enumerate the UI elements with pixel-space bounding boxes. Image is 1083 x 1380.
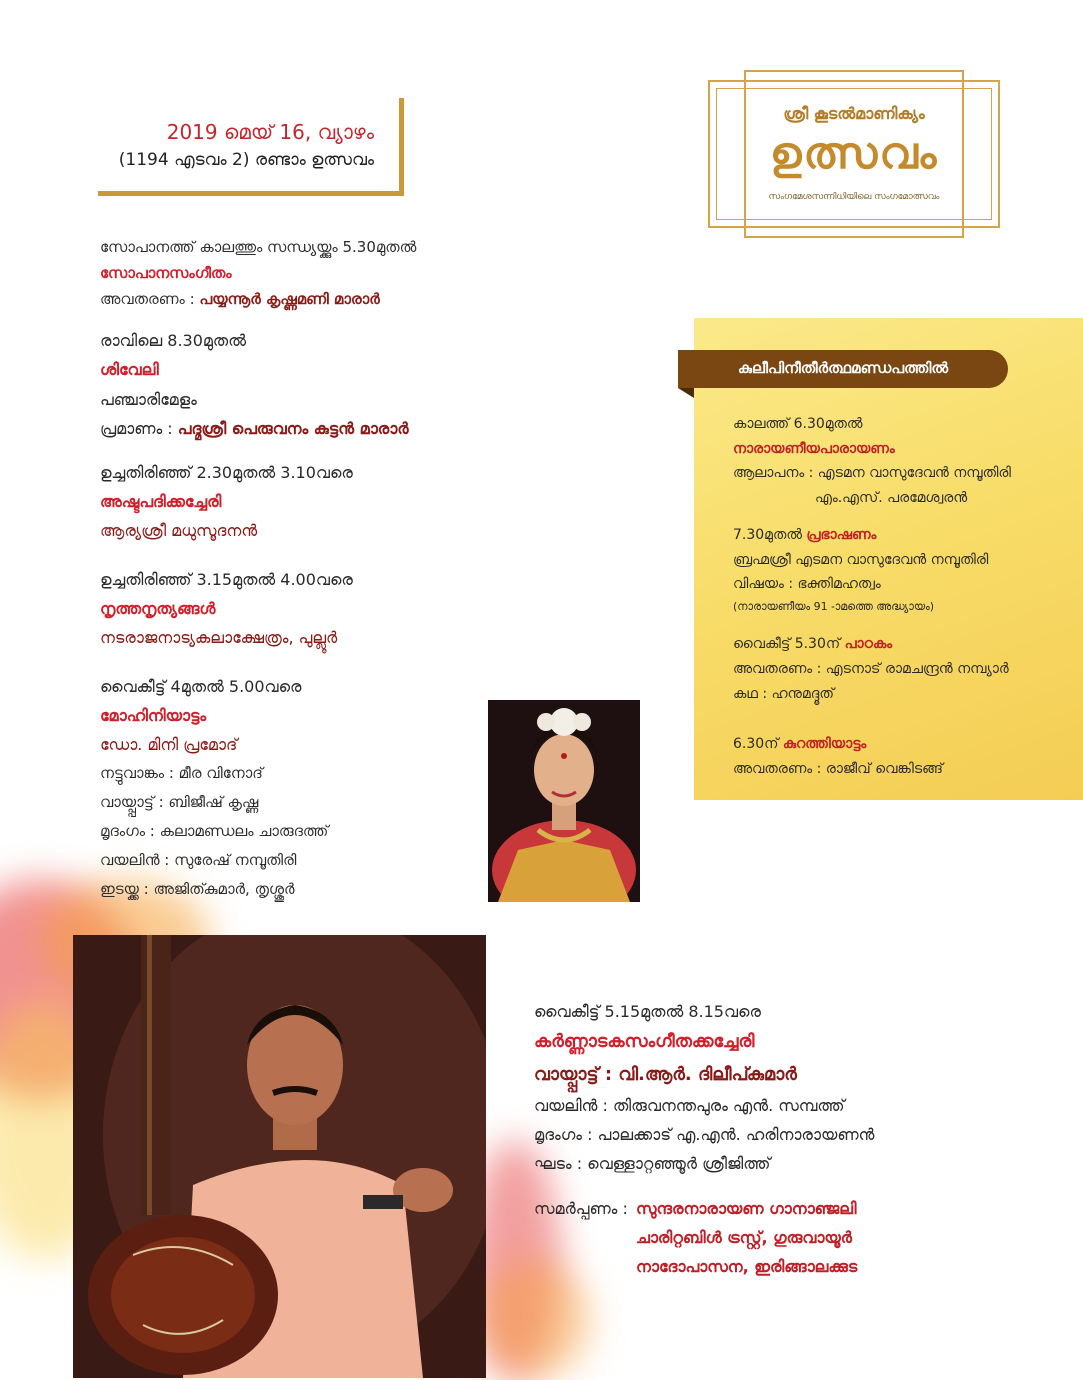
event-subdate: (1194 എടവം 2) രണ്ടാം ഉത്സവം — [118, 150, 374, 170]
mohini-accompanist: വയലിൻ : സുരേഷ് നമ്പൂതിരി — [100, 851, 297, 869]
siveli-lead-name: പദ്മശ്രീ പെരുവനം കുട്ടൻ മാരാർ — [177, 419, 409, 438]
event-date: 2019 മെയ് 16, വ്യാഴം — [166, 120, 374, 144]
mohini-accompanist: മൃദംഗം : കലാമണ്ഡലം ചാരുദത്ത് — [100, 822, 329, 840]
patakam-heading — [733, 636, 892, 652]
logo-title: ഉത്സവം — [769, 128, 939, 179]
mohini-accompanist: നട്ടുവാങ്കം : മീര വിനോദ് — [100, 764, 263, 782]
dedication-line: ചാരിറ്റബിൾ ട്രസ്റ്റ്, ഗുരുവായൂർ — [636, 1228, 852, 1247]
kurathi-title: കുറത്തിയാട്ടം — [782, 736, 867, 752]
gold-divider-vertical — [399, 98, 404, 196]
sopanam-perf-label: അവതരണം : — [100, 290, 200, 308]
patakam-time: വൈകീട്ട് 5.30ന് — [733, 636, 845, 652]
kurathi-performer: അവതരണം : രാജീവ് വെങ്കിടങ്ങ് — [733, 761, 943, 777]
ashta-time: ഉച്ചതിരിഞ്ഞ് 2.30മുതൽ 3.10വരെ — [100, 463, 353, 482]
logo-temple-name: ശ്രീ കൂടൽമാണിക്യം — [783, 104, 925, 123]
kurathi-heading — [733, 736, 866, 752]
concert-accompanist: മൃദംഗം : പാലക്കാട് എ.എൻ. ഹരിനാരായണൻ — [534, 1125, 875, 1144]
concert-vocal-label: വായ്പ്പാട്ട് : — [534, 1064, 619, 1085]
dedication-label: സമർപ്പണം : — [534, 1199, 628, 1218]
siveli-title: ശിവേലി — [100, 360, 159, 379]
nritha-title: നൃത്തനൃത്യങ്ങൾ — [100, 599, 216, 618]
gold-divider-horizontal — [98, 191, 404, 196]
mohini-performer: ഡോ. മിനി പ്രമോദ് — [100, 735, 238, 754]
patakam-story: കഥ : ഹനുമദ്ദൂത് — [733, 686, 834, 702]
dedication-line: സുന്ദരനാരായണ ഗാനാഞ്ജലി — [636, 1199, 857, 1218]
paint-splash-orange-right — [480, 1260, 590, 1378]
mohini-accompanist: വായ്പ്പാട്ട് : ബിജീഷ് കൃഷ്ണ — [100, 793, 259, 811]
dancer-photo — [488, 700, 640, 902]
concert-title: കർണ്ണാടകസംഗീതക്കച്ചേരി — [534, 1031, 755, 1052]
banner-fold — [678, 388, 694, 398]
prabhashanam-title: പ്രഭാഷണം — [806, 527, 877, 543]
concert-vocal-name: വി.ആർ. ദിലീപ്കുമാർ — [618, 1064, 797, 1085]
ashta-title: അഷ്ടപദിക്കച്ചേരി — [100, 492, 222, 511]
mohini-title: മോഹിനിയാട്ടം — [100, 706, 207, 725]
concert-time: വൈകീട്ട് 5.15മുതൽ 8.15വരെ — [534, 1002, 761, 1021]
mohini-time: വൈകീട്ട് 4മുതൽ 5.00വരെ — [100, 677, 302, 696]
sopanam-title: സോപാനസംഗീതം — [100, 264, 232, 282]
venue-title: കുലീപിനീതീർത്ഥമണ്ഡപത്തിൽ — [737, 359, 949, 377]
kurathi-time: 6.30ന് — [733, 736, 783, 752]
siveli-lead-label: പ്രമാണം : — [100, 419, 178, 438]
concert-accompanist: ഘടം : വെള്ളാറ്റഞ്ഞൂർ ശ്രീജിത്ത് — [534, 1154, 771, 1173]
sopanam-perf-name: പയ്യന്നൂർ കൃഷ്ണമണി മാരാർ — [199, 290, 380, 308]
nritha-performer: നടരാജനാട്യകലാക്ഷേത്രം, പുല്ലൂർ — [100, 628, 338, 647]
sopanam-time: സോപാനത്ത് കാലത്തും സന്ധ്യയ്ക്കും 5.30മുതൽ — [100, 238, 417, 256]
prabhashanam-time: 7.30മുതൽ — [733, 527, 807, 543]
nritha-time: ഉച്ചതിരിഞ്ഞ് 3.15മുതൽ 4.00വരെ — [100, 570, 353, 589]
mohini-accompanist: ഇടയ്ക്ക : അജിത്കുമാർ, തൃശ്ശൂർ — [100, 880, 295, 898]
logo-tagline: സംഗമേശസന്നിധിയിലെ സംഗമോത്സവം — [768, 192, 940, 202]
dedication-line: നാദോപാസന, ഇരിങ്ങാലക്കുട — [636, 1257, 858, 1276]
singer-photo — [73, 935, 486, 1378]
patakam-performer: അവതരണം : എടനാട് രാമചന്ദ്രൻ നമ്പ്യാർ — [733, 661, 1009, 677]
venue-banner — [678, 350, 1008, 388]
narayaneeyam-title: നാരായണീയപാരായണം — [733, 441, 895, 457]
ashta-performer: ആര്യശ്രീ മധുസൂദനൻ — [100, 521, 258, 540]
siveli-time: രാവിലെ 8.30മുതൽ — [100, 331, 247, 350]
narayaneeyam-singer: ആലാപനം : എടമന വാസുദേവൻ നമ്പൂതിരി — [733, 465, 1011, 481]
narayaneeyam-singer2: എം.എസ്. പരമേശ്വരൻ — [815, 490, 968, 506]
concert-accompanist: വയലിൻ : തിരുവനന്തപുരം എൻ. സമ്പത്ത് — [534, 1096, 845, 1115]
prabhashanam-heading — [733, 527, 876, 543]
prabhashanam-topic: വിഷയം : ഭക്തിമഹത്വം — [733, 576, 881, 592]
prabhashanam-note: (നാരായണീയം 91 -ാമത്തെ അദ്ധ്യായം) — [733, 600, 935, 613]
siveli-lead — [100, 419, 409, 439]
prabhashanam-speaker: ബ്രഹ്മശ്രീ എടമന വാസുദേവൻ നമ്പൂതിരി — [733, 552, 989, 568]
siveli-sub: പഞ്ചാരിമേളം — [100, 390, 197, 409]
sopanam-performer — [100, 290, 380, 308]
concert-vocal — [534, 1064, 797, 1085]
narayaneeyam-time: കാലത്ത് 6.30മുതൽ — [733, 416, 863, 432]
festival-logo — [698, 70, 1010, 238]
patakam-title: പാഠകം — [844, 636, 893, 652]
date-header — [98, 98, 404, 196]
